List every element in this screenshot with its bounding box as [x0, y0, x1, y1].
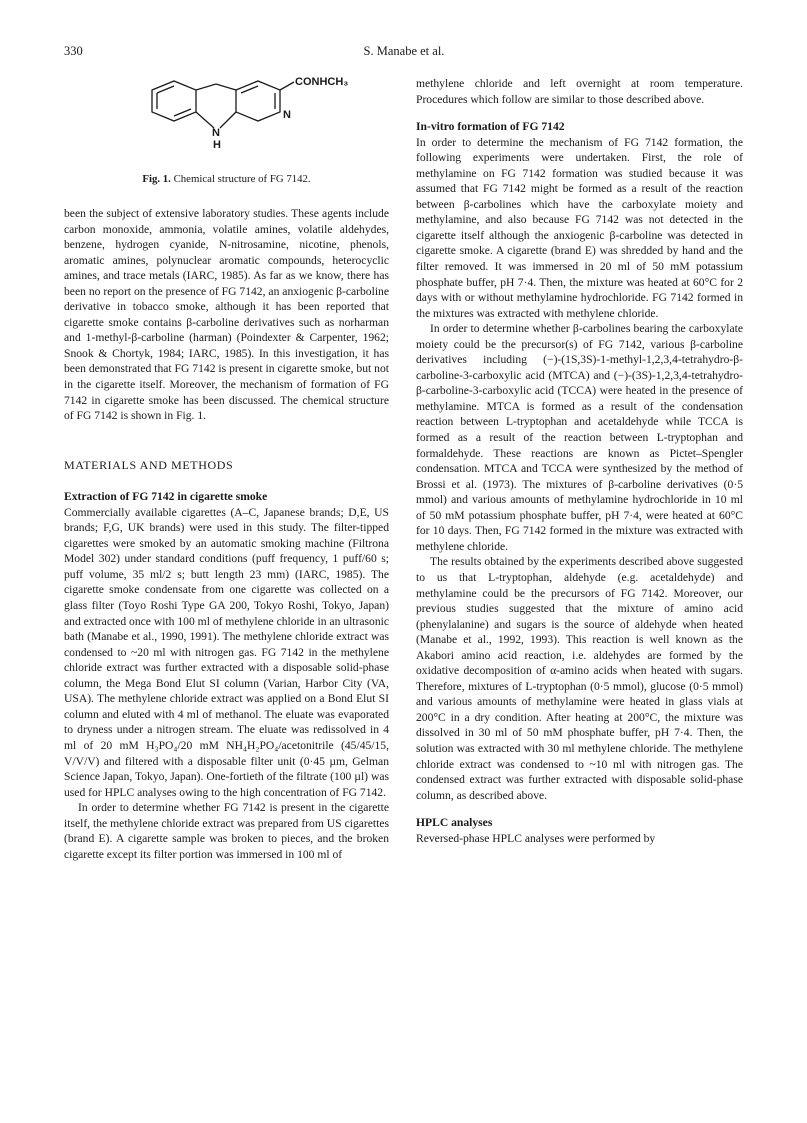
chemical-structure-diagram	[134, 76, 349, 156]
pyridine-ring	[236, 81, 280, 121]
cigarette-paragraph: In order to determine whether FG 7142 is present in the cigarette itself, the methylene chloride extract was prepared from US cigarettes (brand E). A cigarette sample was broken to pieces, and the broken cigarette except its filter portion was immersed in 100 ml of	[64, 801, 389, 861]
ring-nitrogen-label: N	[283, 109, 291, 121]
nh-hydrogen-label: H	[213, 139, 221, 151]
page-header	[64, 44, 744, 64]
subheading-invitro: In-vitro formation of FG 7142	[416, 120, 565, 134]
figure-caption-text: Chemical structure of FG 7142.	[173, 173, 311, 185]
intro-paragraph: been the subject of extensive laboratory studies. These agents include carbon monoxide, ammonia, volatile amines, volatile aldehydes, benzene, hydrogen cyanide, N-nitrosamine, nicotine, phenols, aromatic amines, polynuclear aromatic compounds, heterocyclic amines, and trace metals (IARC, 1985). As far as we know, there has been no report on the presence of FG 7142, an anxiogenic β-carboline derivative in tobacco smoke, although it has been reported that cigarette smoke contains β-carboline derivatives such as norharman and 1-methyl-β-carboline (harman) (Poindexter & Carpenter, 1962; Snook & Chortyk, 1984; IARC, 1985). In this investigation, it has been demonstrated that FG 7142 is present in cigarette smoke, but not in the cigarette itself. Moreover, the mechanism of formation of FG 7142 in cigarette smoke has been discussed. The chemical structure of FG 7142 is shown in Fig. 1.	[64, 207, 389, 423]
benzene-ring	[152, 81, 196, 121]
extraction-paragraph: Commercially available cigarettes (A–C, Japanese brands; D,E, US brands; F,G, UK brands) were used in this study. The filter-tipped cigarettes were smoked by an automatic smoking machine (Filtrona Model 302) under standard conditions (puff frequency, 1 puff/60 s; puff volume, 35 ml/2 s; butt length 23 mm) (IARC, 1985). The cigarette smoke condensate from one cigarette was collected on a glass filter (Toyo Roshi Type GA 200, Tokyo Roshi, Tokyo, Japan) and extracted once with 100 ml of methylene chloride in an ultrasonic bath (Manabe et al., 1990, 1991). The methylene chloride extract was condensed to ~20 ml with nitrogen gas. FG 7142 in the methylene chloride extract was further extracted with a disposable solid-phase column, the Mega Bond Elut SI column (Varian, Harbor City (VA, USA). The methylene chloride extract was applied on a Bond Elut SI column and eluted with 4 ml of methanol. The eluate was evaporated to dryness under a nitrogen stream. The eluate was redissolved in 4 ml of 20 mM H₃PO₄/20 mM NH₄H₂PO₄/acetonitrile (45/45/15, V/V/V) and filtered with a disposable filter unit (0·45 µm, Gelman Science Japan, Tokyo, Japan). One-fortieth of the filtrate (100 µl) was used for HPLC analyses owing to the high concentration of FG 7142.	[64, 505, 389, 799]
subheading-extraction: Extraction of FG 7142 in cigarette smoke	[64, 490, 268, 504]
right-column	[416, 76, 743, 846]
figure-caption-label: Fig. 1.	[142, 173, 171, 185]
figure-1	[64, 76, 389, 196]
page-number: 330	[64, 44, 83, 58]
continuation-paragraph: methylene chloride and left overnight at room temperature. Procedures which follow are similar to those described above.	[416, 77, 743, 106]
figure-caption	[64, 173, 389, 185]
hplc-paragraph: Reversed-phase HPLC analyses were performed by	[416, 831, 656, 845]
substituent-label: CONHCH₃	[295, 76, 349, 88]
invitro-paragraph-1: In order to determine the mechanism of FG 7142 formation, the following experiments were undertaken. First, the role of methylamine on FG 7142 formation was studied because it was assumed that FG 7142 might be formed as a result of the reaction between β-carbolines which have the carboxylate moiety and methylamine, and also because FG 7142 was not detected in the cigarette itself although the anxiogenic β-carboline was detected in cigarette smoke. A cigarette (brand E) was shredded by hand and the filter removed. It was immersed in 20 ml of 50 mM potassium phosphate buffer, pH 7·4. Then, the mixture was heated at 60°C for 2 days with or without methylamine hydrochloride. FG 7142 formed in the mixtures was extracted with methylene chloride.	[416, 135, 743, 320]
section-heading-materials-methods: MATERIALS AND METHODS	[64, 457, 234, 472]
left-column	[64, 206, 389, 862]
pyrrole-ring	[196, 84, 236, 90]
invitro-paragraph-2: In order to determine whether β-carbolines bearing the carboxylate moiety could be the precursor(s) of FG 7142, various β-carboline derivatives including (−)-(1S,3S)-1-methyl-1,2,3,4-tetrahydro-β-carboline-3-carboxylic acid (MTCA) and (−)-(3S)-1,2,3,4-tetrahydro-β-carboline-3-carboxylic acid (TCCA) were heated in the presence of methylamine. MTCA is formed as a result of the condensation reaction between L-tryptophan and acetaldehyde while TCCA is formed as a result of the reaction between L-tryptophan and formaldehyde. These reactions are known as Pictet–Spengler condensation. MTCA and TCCA were synthesized by the method of Brossi et al. (1973). The mixtures of β-carboline derivatives (0·5 mmol) and various amounts of methylamine hydrochloride in 10 ml of 50 mM potassium phosphate buffer, pH 7·4, were heated at 60°C for 10 days. Then, FG 7142 formed in the mixture was extracted with methylene chloride.	[416, 322, 743, 553]
nh-nitrogen-label: N	[212, 127, 220, 139]
subheading-hplc: HPLC analyses	[416, 816, 493, 830]
invitro-paragraph-3: The results obtained by the experiments described above suggested to us that L-tryptophan, aldehyde (e.g. acetaldehyde) and methylamine could be the precursors of FG 7142. Moreover, our previous studies suggested that the mixture of amino acid (phenylalanine) and sugars is the source of aldehyde when heated (Manabe et al., 1992, 1993). This reaction is well known as the Akabori amino acid reaction, i.e. aldehydes are formed by the oxidative decomposition of α-amino acids when heated with sugars. Therefore, mixtures of L-tryptophan (0·5 mmol), glucose (0·5 mmol) and various amounts of methylamine were heated in glass vials at 200°C in a dry condition. After heating at 200°C, the mixture was dissolved in 30 ml of 50 mM phosphate buffer, pH 7·4. Then, the solution was extracted with 30 ml methylene chloride. The methylene chloride extract was condensed to ~10 ml with nitrogen gas. The condensed extract was further extracted with disposable solid-phase column, as described above.	[416, 555, 743, 802]
running-head: S. Manabe et al.	[363, 44, 445, 58]
